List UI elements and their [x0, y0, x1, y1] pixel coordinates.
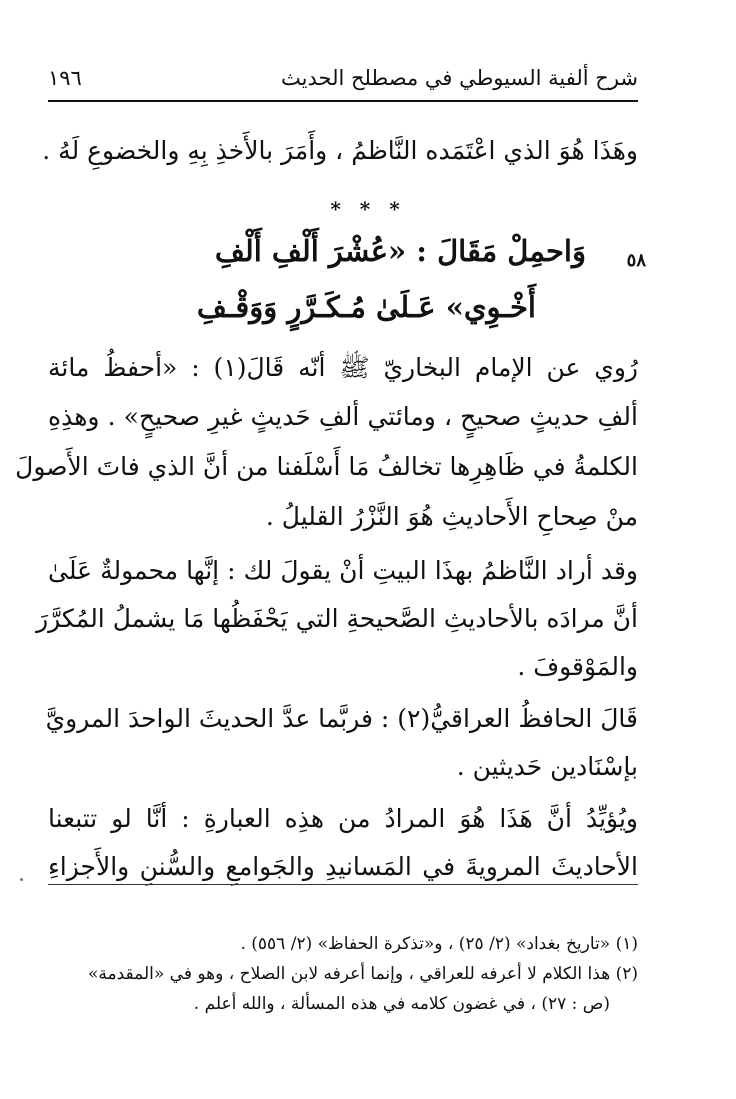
running-header — [48, 62, 638, 102]
paragraph-2-line-2: أنَّ مرادَه بالأحاديثِ الصَّحيحةِ التي يَحْفَظُها مَا يشملُ المُكرَّرَ — [36, 604, 638, 633]
paragraph-1-line-3: الكلمةُ في ظَاهِرِها تخالفُ مَا أَسْلَفنا من أنَّ الذي فاتَ الأَصولَ — [15, 452, 638, 481]
paragraph-4-line-2: الأحاديثَ المرويةَ في المَسانيدِ والجَوامعِ والسُّننِ والأَجزاءِ — [48, 852, 638, 881]
verse-number: ٥٨ — [626, 250, 646, 271]
paragraph-1-line-4: منْ صِحاحِ الأَحاديثِ هُوَ النَّزْرُ القليلُ . — [265, 502, 638, 531]
section-separator: * * * — [330, 197, 406, 221]
text-underline — [48, 884, 638, 885]
paragraph-3-line-2: بإسْنَادين حَديثين . — [456, 752, 638, 781]
footnote-2-continuation: (ص : ٢٧) ، في غضون كلامه في هذه المسألة ، والله أعلم . — [193, 994, 610, 1014]
paragraph-1-line-1: رُوي عن الإمام البخاريّ ﷺ أنّه قَالَ(١) : «أحفظُ مائة — [48, 353, 639, 382]
margin-mark — [20, 878, 23, 881]
footnote-2: (٢) هذا الكلام لا أعرفه للعراقي ، وإنما أعرفه لابن الصلاح ، وهو في «المقدمة» — [87, 964, 638, 984]
paragraph-2-line-1: وقد أراد النَّاظمُ بهذَا البيتِ أنْ يقولَ لك : إنَّها محمولةٌ عَلَىٰ — [48, 556, 638, 585]
paragraph-1-line-2: ألفِ حديثٍ صحيحٍ ، ومائتي ألفِ حَديثٍ غيرِ صحيحٍ» . وهذِهِ — [48, 402, 638, 431]
page-number: ١٩٦ — [48, 66, 82, 90]
header-title: شرح ألفية السيوطي في مصطلح الحديث — [281, 66, 638, 90]
footnote-1: (١) «تاريخ بغداد» (٢/ ٢٥) ، و«تذكرة الحفاظ» (٢/ ٥٥٦) . — [240, 934, 638, 954]
verse-hemistich-2: أَخْـوِي» عَـلَىٰ مُـكَـرَّرٍ وَوَقْـفِ — [196, 290, 536, 324]
paragraph-3-line-1: قَالَ الحافظُ العراقيُّ(٢) : فربَّما عدَّ الحديثَ الواحدَ المرويَّ — [45, 704, 638, 733]
paragraph-2-line-3: والمَوْقوفَ . — [517, 652, 638, 681]
intro-line: وهَذَا هُوَ الذي اعْتَمَده النَّاظمُ ، وأَمَرَ بالأَخذِ بِهِ والخضوعِ لَهُ . — [42, 136, 638, 165]
paragraph-4-line-1: ويُؤيِّدُ أنَّ هَذَا هُوَ المرادُ من هذِه العبارةِ : أنَّا لو تتبعنا — [48, 804, 638, 833]
verse-hemistich-1: وَاحمِلْ مَقَالَ : «عُشْرَ أَلْفِ أَلْفِ — [214, 234, 586, 268]
